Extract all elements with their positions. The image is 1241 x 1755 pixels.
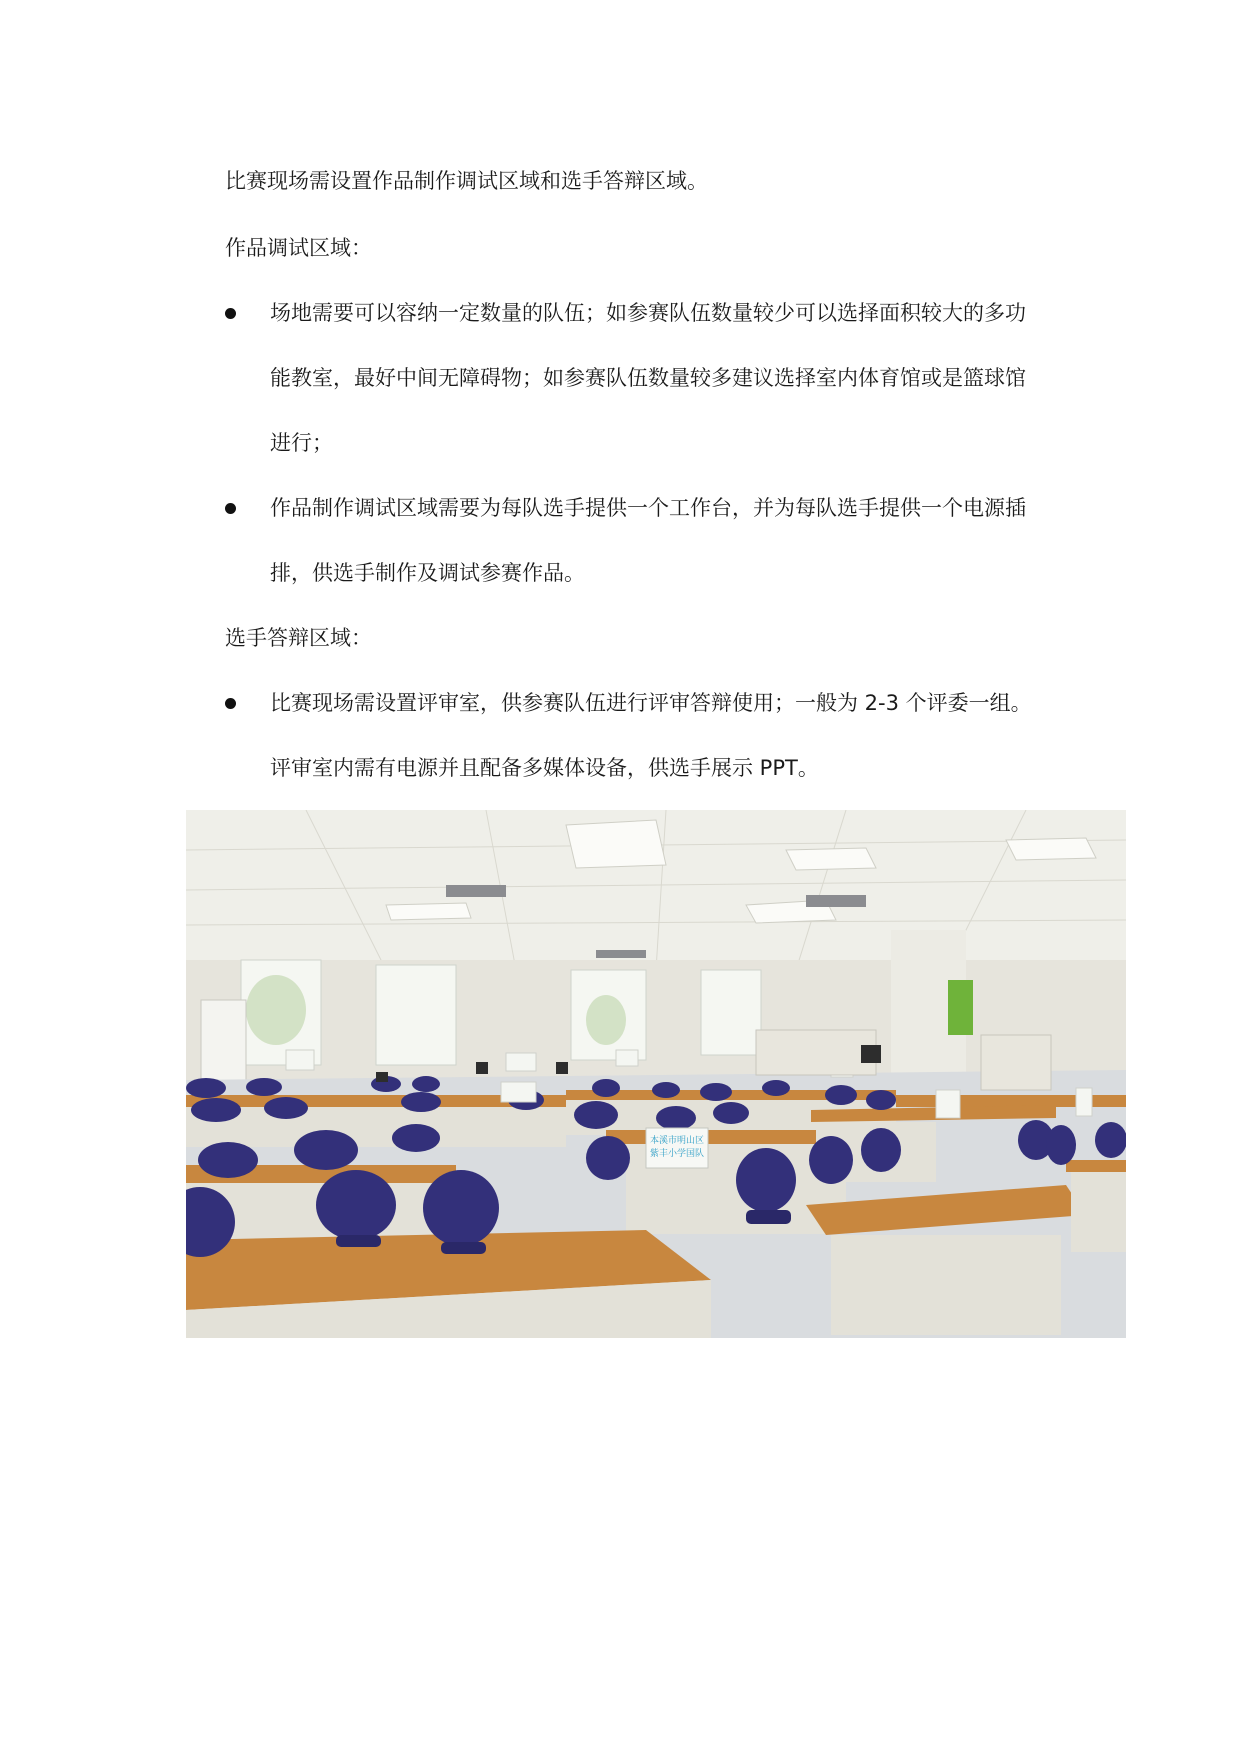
bullet-line: 排，供选手制作及调试参赛作品。: [270, 561, 585, 585]
bullet-dot: [225, 308, 236, 319]
bullet-dot: [225, 503, 236, 514]
sign-line-2: 紫丰小学国队: [649, 1149, 705, 1159]
bullet-dot: [225, 698, 236, 709]
sign-line-1: 本溪市明山区: [649, 1136, 705, 1146]
bullet-line: 能教室，最好中间无障碍物；如参赛队伍数量较多建议选择室内体育馆或是篮球馆: [270, 366, 1026, 390]
bullet-line: 进行；: [270, 431, 333, 455]
bullet-line: 作品制作调试区域需要为每队选手提供一个工作台，并为每队选手提供一个电源插: [270, 496, 1026, 520]
classroom-photo: [186, 810, 1126, 1338]
bullet-line: 比赛现场需设置评审室，供参赛队伍进行评审答辩使用；一般为 2-3 个评委一组。: [270, 691, 1032, 715]
bullet-line: 评审室内需有电源并且配备多媒体设备，供选手展示 PPT。: [270, 756, 819, 780]
bullet-line: 场地需要可以容纳一定数量的队伍；如参赛队伍数量较少可以选择面积较大的多功: [270, 301, 1026, 325]
section-heading-debug-area: 作品调试区域：: [225, 236, 372, 260]
intro-paragraph: 比赛现场需设置作品制作调试区域和选手答辩区域。: [225, 169, 708, 193]
section-heading-defense-area: 选手答辩区域：: [225, 626, 372, 650]
